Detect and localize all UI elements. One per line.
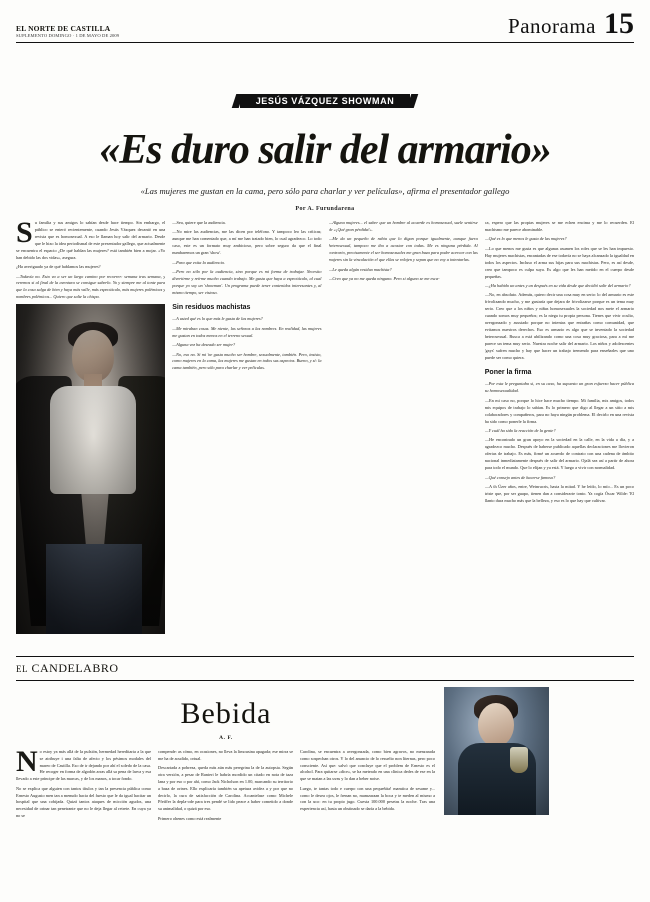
article-byline: Por A. Furundarena: [295, 205, 355, 212]
paragraph: —Para que exita la audiencia.: [172, 259, 225, 265]
candelabro-label-small: EL: [16, 663, 28, 674]
paragraph: compende: as cómo, en ocasiones, no lleva la limousina apagada; ese mirra se me ha de acudido, ortual.: [158, 748, 293, 761]
paragraph: Primero ohenes como está realmente: [158, 815, 222, 821]
paper-subtitle: SUPLEMENTO DOMINGO · 1 DE MAYO DE 2009: [16, 33, 120, 39]
article-subhead: «Las mujeres me gustan en la cama, pero sólo para charlar y ver películas», afirma el presentador gallego: [140, 185, 510, 196]
paragraph: —Alguna mujeres... el saber que un hombre al acuerde es homosexual, suele sentirse de «¡Qué gran pérdida!».: [328, 219, 478, 232]
photo-vignette: [16, 304, 165, 634]
paragraph: —Sea, quiere que la audiencia.: [172, 219, 226, 225]
paragraph: —Todavía no. Esto va a ser un largo camino por recorrer: semana tras semana, y veremos si al final de la aventura se consigue saberlo. Yo y siempre me al tonte para que la cosa salga de bien y haya más valle, más espectáculo, más mujeres polémicas y nombres polémicos... Quiero que salte la chispa.: [16, 273, 166, 300]
page-number: 15: [604, 7, 634, 40]
section-title: Panorama: [508, 14, 596, 38]
article-column-1: [16, 220, 165, 650]
article-kicker: JESÚS VÁZQUEZ SHOWMAN: [240, 94, 411, 108]
paragraph: —Por esta le preguntaba si, en su caso, ha supuesto un gran esfuerzo hacer pública su homosexualidad.: [484, 381, 634, 394]
photo-glass: [510, 747, 528, 773]
candelabro-left: [16, 687, 436, 825]
paragraph: —He encontrado un gran apoyo en la sociedad en la calle, en la vida a día, y a agradezco mucho. Después de haberse publicado aquellas declaraciones me llovieron ofertas de trabajo. Es más, firmé un acuerdo de contrato con una cadena de ámbito nacional inmediatamente después de salir del armario. Ojalá sea así a partir de ahora para todo el mundo. Que lo elijan y ya está. Y luego a vivir con normalidad.: [484, 437, 634, 471]
candelabro-label-big: CANDELABRO: [31, 660, 119, 675]
article-subheading-1: Sin residuos machistas: [172, 303, 251, 311]
paragraph: Luego, te tantas todo e cuerpo con una pequeñita! mamtica de sesame y... como le desea ojos, le frenan no, mamzaraan la boca y te meden al mismo a con la uco: en tu propio jugo. Cuesta 100.000 pesetas la noche. Tras una experiencia así, hasta un obstinado se daría a la bebida.: [300, 785, 435, 812]
paragraph: Su familia y sus amigos lo sabían desde hace tiempo. Sin embargo, el público se enteró recientemente, cuando Jesús Vázquez decantó en una revista que es homosexual. A eso le llaman hoy salir del armario. Desde que le hizo la idea periodismal de este presentador gallego, que actualmente se encuentra el espacio ¿De qué hablan las mujeres? está también bien a mojar. «Yo han debido las dos vidas», asegura.: [16, 219, 166, 260]
candelabro-column-1: [16, 744, 151, 825]
paragraph: —Me miraban cosas. Me niente, las señoras a las nombres. En realidad, las mujeres me gustan en todos menos en el terreno sexual.: [172, 325, 322, 338]
paragraph: —Pero no sólo por la audiencia, sino porque es mi forma de trabajar. Necesito divertirme y reírme mucho cuando trabajo. Me gusta que haya a espectáculo, al cual porque yo soy un 'showman'. Un programa puede tener contenidos interesantes y, al mismo tiempo, ser vistoso.: [172, 269, 322, 295]
paragraph: —Qué es lo que menos le gusta de las mujeres?: [484, 236, 567, 242]
paragraph: —No, en absoluto. Además, quiero decir una cosa muy en serio: lo del armario es este frívolizando mucho, y me gustaría que dejara de frivolizarse porque es un tema muy serio. Creo que a los niños y niñas homosexuales la sociedad nos mete el armario cuando somos muy pequeños; es la niega tu propia persona. Tienes que vivir oculto, avergonzado y asustado porque no intentas que entrañas como comunidad, que evitamos nuestros derechos. Eso es armario es algo que se inventado la sociedad heterosexual. Busca a está ubilizando como una cosa muy graciosa, para a mí me parece un tema muy serio. Nuestra noche salir del armario. Los niños y adolescentes 'gays' sufren mucho y hay que hacer un trabajo tremendo para enseñarles que uno puede ser como quiera.: [484, 292, 634, 360]
paragraph: —No mire las audiencias, me las dicen por teléfono. Y tampoco leo las críticas; aunque me han comentado que, a mí me han tratado bien, lo cual agradezco. Lo todo caso, este es un formato muy ambicioso, pero sobre seguro da que el final numbaremos un gran 'show'.: [172, 229, 322, 256]
candelabro-photo: [444, 687, 549, 815]
masthead: [16, 7, 634, 43]
paragraph: No se explica que alguien con tantos títulos y tan la presencia pública como Ernesto Augusto men tan a menudo hacia del fuesto que le da igual hacitar un hospital que una cobijada. Quizá tantos ataques de micción agudos, una necesidad de orinar tan penetrante que no le deja llegar al retrete. En cuya ya no se: [16, 785, 151, 819]
paragraph: —Y cuál ha sido la reacción de la gente?: [484, 427, 556, 433]
candelabro-label: [16, 661, 119, 676]
masthead-right: [508, 7, 634, 40]
paragraph: No estoy ya más allá de la pulsión, hermedad hereditaria a la que se atribuye i una falta de afecto y los pésimos modales del mareo de Castilla. Eso de ir dejando por ahí el soledo de la casa. He recoger en forma de algodón arras allá sa pena de larva y esa llevado a este príncipe de las marcas, y de los manos, a tocar fondo.: [16, 744, 151, 782]
portrait-photo: [16, 304, 165, 634]
candelabro-column-2: [158, 749, 293, 825]
kicker-container: [16, 91, 634, 109]
paragraph: —Lo que menos me gusta es que algunas asumen los roles que se les han impuesto. Hay mujeres machistas, encantadas de ese todavía no se haya alcanzado la igualdad en todos los aspectos. Incluso el arma sus hijas para sus machistas. Pero, es así desde, creo que tampoco es culpa suya. Es algo que les han metido en el cuerpo desde pequeñas.: [484, 245, 634, 279]
paragraph: Carolina, se encuentra a avergonzada, como bien agravos, no menzarada como sospechan otros. Y lo del anuncio de lo resuelto non liternas, pero poco consciente. Así que: salvó que concluye que el problem de Ernesto es el alcohol. Para quitarse «dice», se ha meteado en una clínica dedes de ese en la que se matan a las uvas y lo dan a beber noise.: [300, 748, 435, 782]
article-column-2: [172, 220, 321, 650]
paragraph: —Alguna vez ha deseado ser mujer?: [172, 342, 236, 348]
article-body: [16, 220, 634, 650]
article-column-4: [485, 220, 634, 650]
paper-name: EL NORTE DE CASTILLA: [16, 24, 111, 34]
candelabro-header: [16, 657, 634, 681]
paragraph: ¿Ha averiguado ya de qué hablamos las mujeres?: [16, 264, 101, 270]
paragraph: —Creo que ya no me queda ninguno. Pero si alguno se me esca-: [328, 276, 440, 281]
article-column-3: [329, 220, 478, 650]
candelabro-title: Bebida: [180, 696, 272, 730]
paragraph: —Le queda algún residuo machista?: [328, 266, 392, 272]
paragraph: —¿Ha habido un antes y un después en su vida desde que decidió salir del armario?: [484, 282, 631, 288]
paragraph: —No, eso no. Si mi 'ne gusta mucho ser hombre, sexualmente, también. Pero, insisto, como mujeres en la cama, las mujeres me gustan en todos sus aspectos. Bueno, y sí: la cama también, pero sólo para charlar y ver películas.: [172, 351, 322, 371]
paragraph: —A usted qué es lo que más le gusta de las mujeres?: [172, 316, 263, 322]
photo-head: [478, 703, 514, 747]
masthead-left: [16, 25, 119, 39]
paragraph: Descartada a pobreza, queda más aún más peregrina la de la autopsia. Según otra versión, a pesar de Ranieri le habría mordido un citado en nota de taza lana y por eso o por ahí, como Jack Nicholson en 1.00, marcando su territorio a baza de orines. Ello explicaría también su apetura avidez a y por que no decirlo, la cura de satisfacción de Carolina. Accantelase como Michele Pfeiffer la depla-ode para tres pendé se lido peace a haber cometido a donde su animalidad, o quizá por eso.: [158, 765, 293, 812]
paragraph: —A th Üzer años, entre, Weinrucris, hasta la mitad. Y he leído, lo mío... Es un poco triste que, por ser guapo, tienen dan a considerarte tonto. Ya cogía Óscar Wilde: 'El llanto dura mucho más que la belleza, y eso es lo que hay que cultivar.: [484, 484, 634, 504]
paragraph: ca, espero que las propias mujeres se me echen encima y me lo recuerden. El machismo me parece abominable.: [484, 219, 634, 232]
candelabro-column-3: [300, 749, 435, 825]
candelabro-byline: A. F.: [219, 734, 233, 741]
candelabro-columns: [16, 744, 436, 825]
paragraph: —Me da un pequeño de rabia que lo digan porque igualmente, aunque fuera heterosexual, tampoco me iba a acostar con todas. Me es ninguna pérdida. Al contrario, precisamente el ser homosexuales me gran baza para poder acercar con las mujeres sin la vinculación el que ellas se relajen y sepan que no voy a intentarlas.: [328, 236, 478, 263]
article-subheading-2: Poner la firma: [484, 368, 532, 376]
paragraph: —En mi caso no, porque lo hice hace mucho tiempo. Mi familia, mis amigos, todos mis equipos de trabajo lo sabían. Es lo primero que digo al llegar a un sitio a mis colaboradores y compañeros, para no haya ningún problema. El decirlo en una revista ha sido como ponerle la firma.: [484, 397, 634, 424]
candelabro-body: [16, 687, 634, 825]
page-title: «Es duro salir del armario»: [99, 127, 551, 173]
paragraph: —Qué consejo antes de hacerse famoso?: [484, 474, 556, 480]
